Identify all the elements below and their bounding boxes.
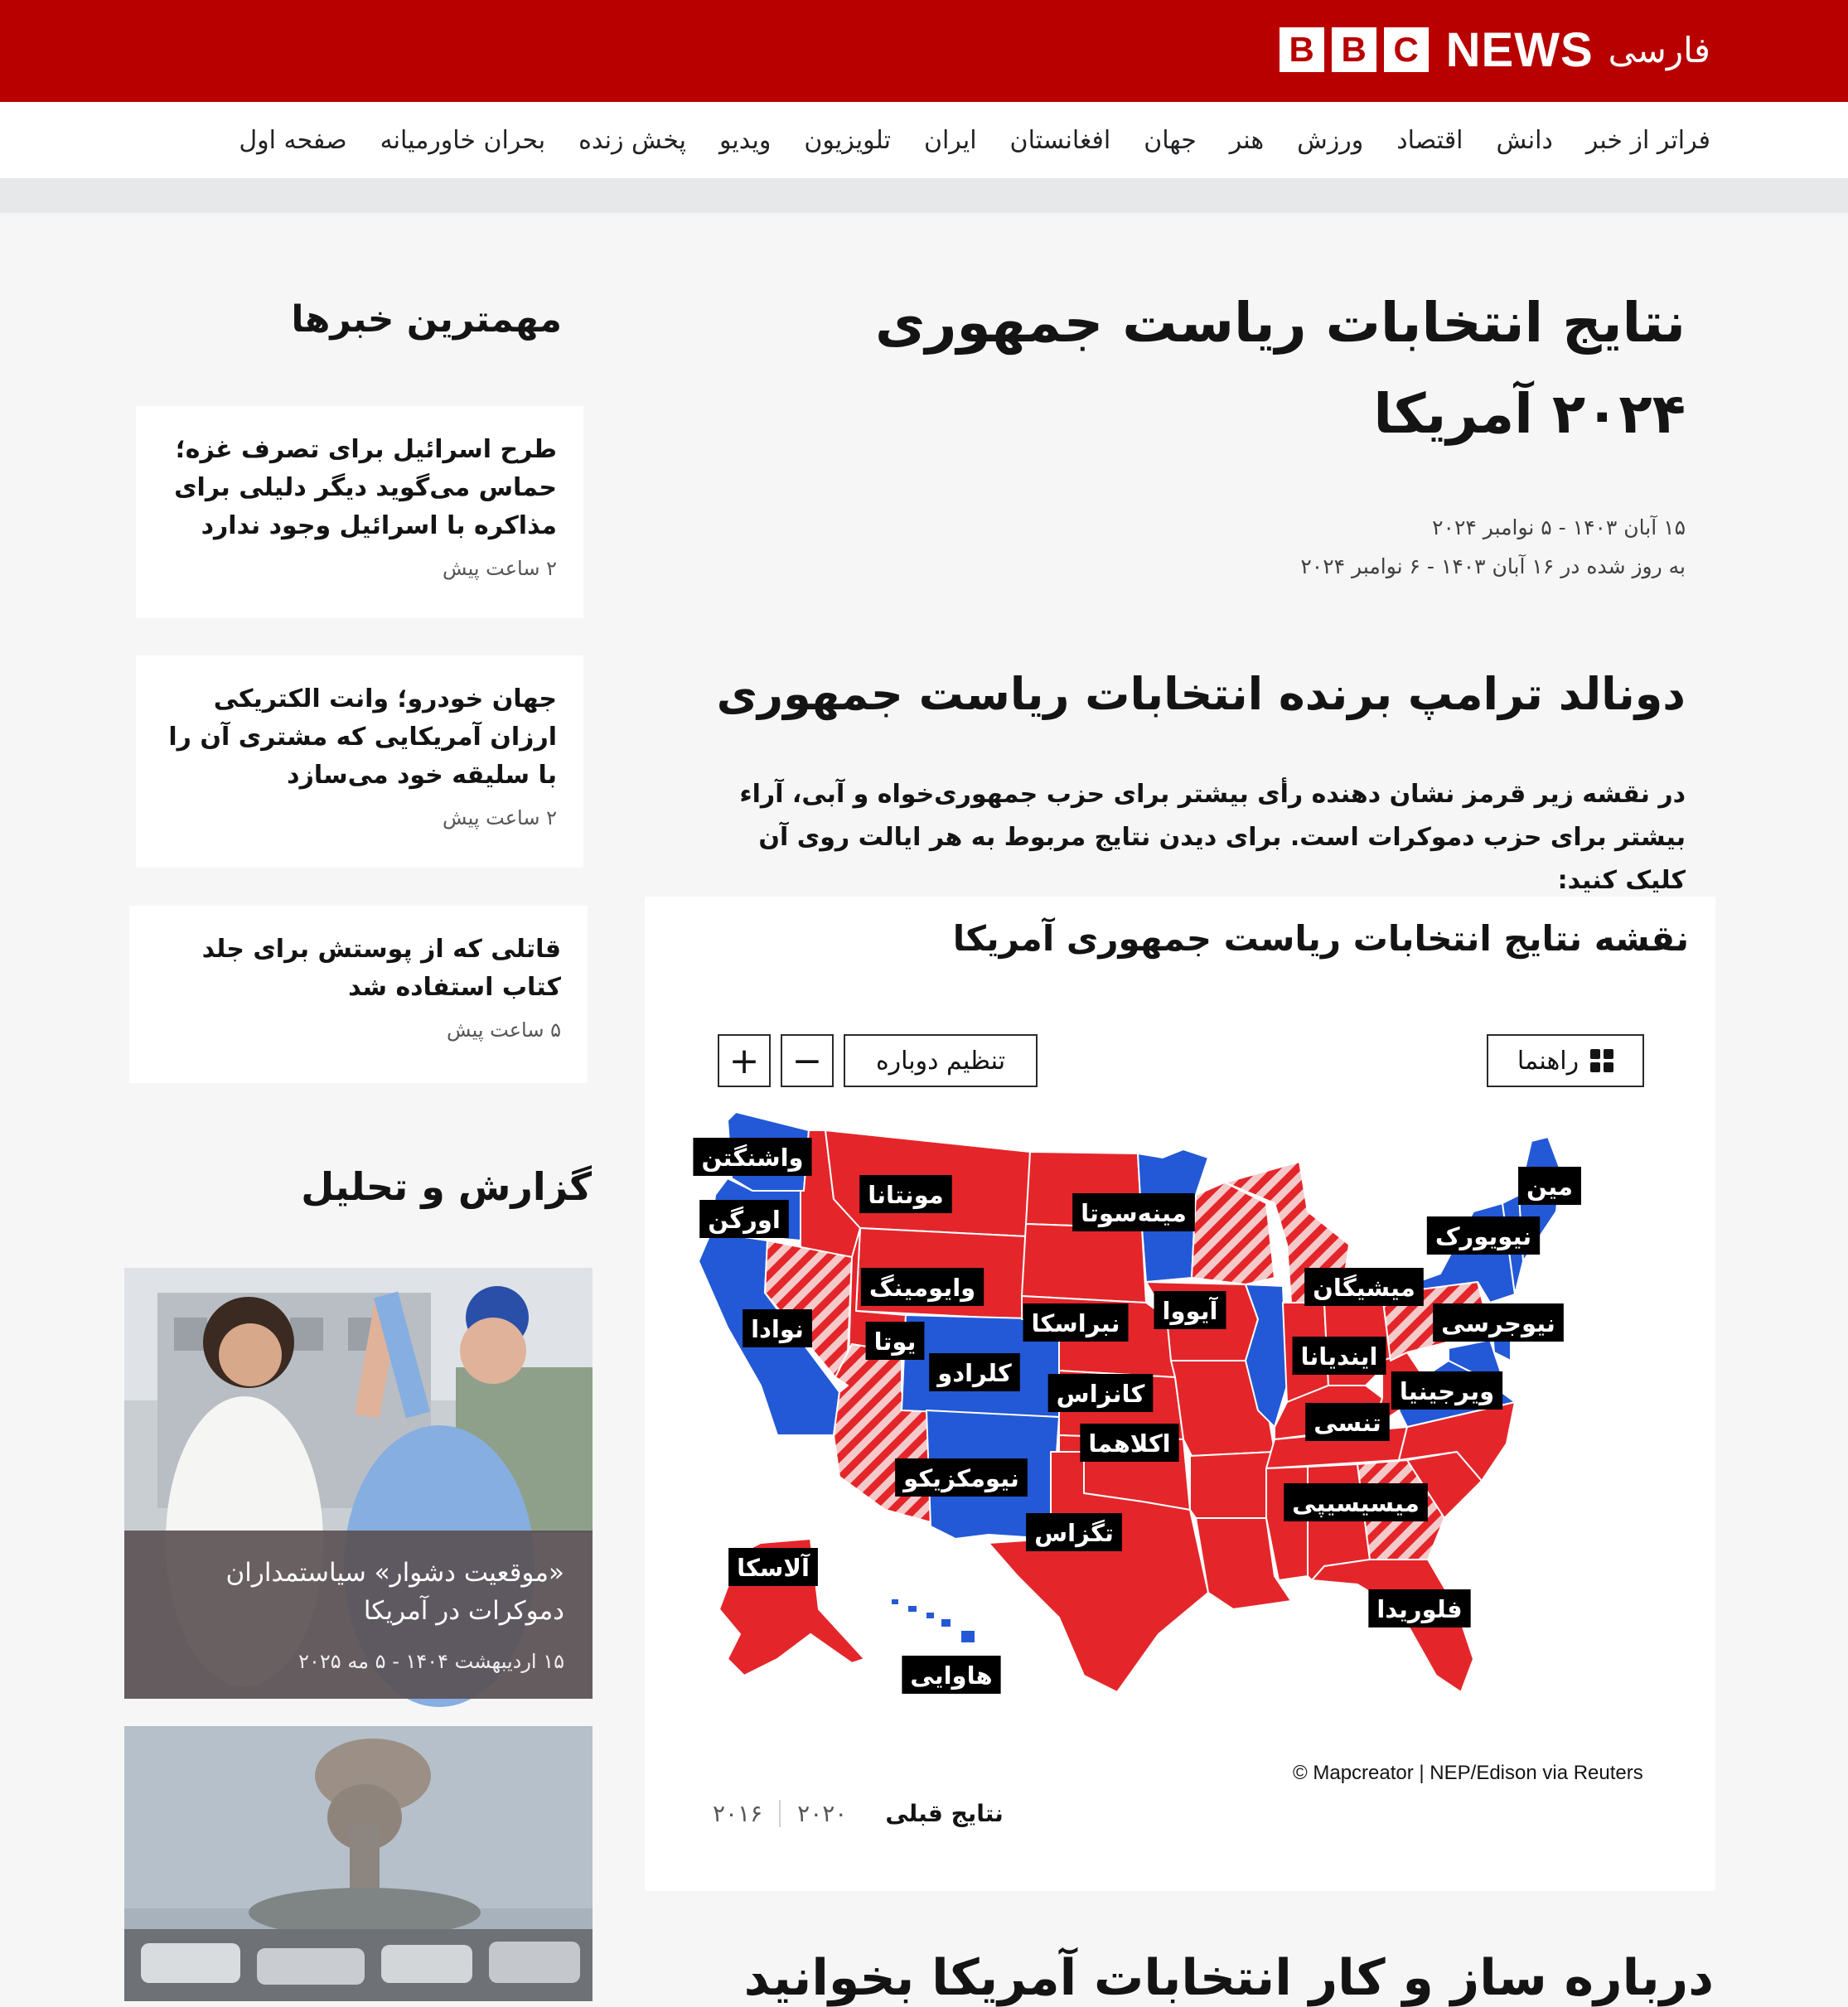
svg-text:نیومکزیکو: نیومکزیکو xyxy=(903,1464,1019,1492)
state-label-tennessee[interactable] xyxy=(1305,1403,1390,1441)
svg-text:مینه‌سوتا: مینه‌سوتا xyxy=(1081,1199,1187,1227)
svg-text:اکلاهما: اکلاهما xyxy=(1088,1429,1171,1458)
guide-button-label: راهنما xyxy=(1517,1046,1580,1076)
svg-text:نیویورک: نیویورک xyxy=(1434,1222,1532,1250)
svg-text:نیوجرسی: نیوجرسی xyxy=(1441,1309,1555,1337)
analysis-date: ۱۵ اردیبهشت ۱۴۰۴ - ۵ مه ۲۰۲۵ xyxy=(298,1650,564,1673)
svg-text:مین: مین xyxy=(1526,1173,1573,1201)
election-map-card xyxy=(645,897,1715,1891)
state-label-texas[interactable] xyxy=(1026,1513,1122,1551)
state-label-florida[interactable] xyxy=(1368,1589,1470,1627)
grid-icon xyxy=(1590,1049,1613,1072)
svg-text:کانزاس: کانزاس xyxy=(1056,1380,1145,1408)
published-date: ۱۵ آبان ۱۴۰۳ - ۵ نوامبر ۲۰۲۴ xyxy=(1432,515,1686,539)
map-credit: © Mapcreator | NEP/Edison via Reuters xyxy=(1293,1762,1643,1784)
page-title: نتایج انتخابات ریاست جمهوری ۲۰۲۴ آمریکا xyxy=(875,291,1686,446)
state-label-nebraska[interactable] xyxy=(1023,1303,1129,1342)
nav-item-middle-east-crisis[interactable]: بحران خاورمیانه xyxy=(380,125,546,155)
state-label-mississippi[interactable] xyxy=(1284,1483,1428,1521)
reset-button[interactable]: تنظیم دوباره xyxy=(844,1034,1038,1087)
zoom-out-button[interactable]: − xyxy=(781,1034,834,1087)
top-news-headline[interactable]: طرح اسرائیل برای تصرف غزه؛ حماس می‌گوید دیگر دلیلی برای مذاکره با اسرائیل وجود ندارد xyxy=(174,435,557,540)
nav-item-iran[interactable]: ایران xyxy=(923,125,977,155)
nav-item-economy[interactable]: اقتصاد xyxy=(1396,125,1463,155)
year-2020-link[interactable]: ۲۰۲۰ xyxy=(779,1800,864,1827)
svg-text:میسیسیپی: میسیسیپی xyxy=(1292,1489,1420,1517)
previous-results xyxy=(696,1800,1004,1827)
nav-item-video[interactable]: ویدیو xyxy=(718,125,772,155)
state-label-maine[interactable] xyxy=(1518,1167,1581,1205)
state-label-oklahoma[interactable] xyxy=(1080,1424,1178,1462)
svg-text:کلرادو: کلرادو xyxy=(937,1359,1012,1387)
state-label-new-mexico[interactable] xyxy=(895,1458,1028,1497)
nav-item-art[interactable]: هنر xyxy=(1229,125,1265,155)
svg-text:میشیگان: میشیگان xyxy=(1313,1274,1415,1302)
winner-heading: دونالد ترامپ برنده انتخابات ریاست جمهوری xyxy=(716,668,1686,720)
state-label-utah[interactable] xyxy=(866,1322,925,1360)
top-news-time: ۲ ساعت پیش xyxy=(443,557,557,580)
svg-text:نوادا: نوادا xyxy=(751,1315,804,1343)
us-election-map[interactable] xyxy=(694,1112,1573,1725)
top-news-heading: مهمترین خبرها xyxy=(291,298,562,341)
state-south-dakota[interactable] xyxy=(1022,1224,1146,1303)
state-arkansas[interactable] xyxy=(1190,1452,1275,1518)
intro-paragraph: در نقشه زیر قرمز نشان دهنده رأی بیشتر برای حزب جمهوری‌خواه و آبی، آراء بیشتر برای حزب دموکرات است. برای دیدن نتایج مربوط به هر ایالت روی آن کلیک کنید: xyxy=(739,780,1686,895)
svg-text:فلوریدا: فلوریدا xyxy=(1376,1595,1463,1623)
state-label-wyoming[interactable] xyxy=(861,1268,984,1306)
nav-item-sport[interactable]: ورزش xyxy=(1297,125,1364,155)
analysis-card[interactable] xyxy=(124,1726,593,2001)
analysis-photo[interactable] xyxy=(124,1726,593,2001)
state-label-iowa[interactable] xyxy=(1154,1291,1226,1329)
state-label-new-york[interactable] xyxy=(1427,1216,1540,1255)
logo-news-text: NEWS xyxy=(1445,22,1594,77)
svg-text:وایومینگ: وایومینگ xyxy=(868,1274,976,1302)
analysis-card[interactable] xyxy=(124,1268,593,1699)
svg-text:یوتا: یوتا xyxy=(873,1328,917,1356)
logo-letter-b2: B xyxy=(1332,27,1376,72)
nav-item-beyond-news[interactable]: فراتر از خبر xyxy=(1585,125,1710,155)
svg-text:تگزاس: تگزاس xyxy=(1034,1519,1114,1547)
svg-text:واشنگتن: واشنگتن xyxy=(701,1144,804,1172)
nav-item-world[interactable]: جهان xyxy=(1144,125,1197,155)
previous-results-label: نتایج قبلی xyxy=(885,1800,1004,1827)
analysis-heading: گزارش و تحلیل xyxy=(301,1164,592,1209)
top-news-headline[interactable]: جهان خودرو؛ وانت الکتریکی ارزان آمریکایی که مشتری آن را با سلیقه خود می‌سازد xyxy=(168,684,557,790)
logo-letter-c: C xyxy=(1384,27,1429,72)
svg-text:ویرجینیا: ویرجینیا xyxy=(1399,1377,1495,1405)
state-label-kansas[interactable] xyxy=(1048,1374,1154,1412)
top-news-card[interactable] xyxy=(136,406,583,618)
top-news-headline[interactable]: قاتلی که از پوستش برای جلد کتاب استفاده شد xyxy=(201,935,561,1002)
svg-text:تنسی: تنسی xyxy=(1313,1409,1381,1437)
guide-button[interactable] xyxy=(1487,1034,1644,1087)
header-divider xyxy=(0,178,1848,213)
analysis-headline[interactable]: «موقعیت دشوار» سیاستمداران دموکرات در آمریکا xyxy=(225,1558,564,1626)
svg-text:آیووا: آیووا xyxy=(1162,1297,1218,1325)
analysis-caption[interactable] xyxy=(124,1531,593,1699)
nav-item-tv[interactable]: تلویزیون xyxy=(804,125,891,155)
top-news-time: ۲ ساعت پیش xyxy=(443,806,557,829)
nav-item-afghanistan[interactable]: افغانستان xyxy=(1009,125,1111,155)
state-label-oregon[interactable] xyxy=(699,1200,789,1238)
bottom-section-heading: درباره ساز و کار انتخابات آمریکا بخوانید xyxy=(743,1949,1714,2007)
state-label-michigan[interactable] xyxy=(1304,1268,1424,1306)
svg-text:ایندیانا: ایندیانا xyxy=(1300,1342,1378,1371)
nav-item-science[interactable]: دانش xyxy=(1496,125,1553,155)
logo-letter-b1: B xyxy=(1280,27,1324,72)
year-2016-link[interactable]: ۲۰۱۶ xyxy=(713,1800,763,1827)
state-label-washington[interactable] xyxy=(693,1138,811,1176)
svg-text:هاوایی: هاوایی xyxy=(910,1661,993,1690)
site-header xyxy=(0,0,1848,102)
state-label-montana[interactable] xyxy=(859,1175,952,1213)
map-title: نقشه نتایج انتخابات ریاست جمهوری آمریکا xyxy=(952,918,1689,959)
state-label-minnesota[interactable] xyxy=(1072,1193,1195,1231)
svg-text:اورگن: اورگن xyxy=(708,1206,781,1234)
state-label-alaska[interactable] xyxy=(728,1548,818,1586)
svg-text:آلاسکا: آلاسکا xyxy=(737,1554,810,1582)
top-news-card[interactable] xyxy=(129,906,588,1083)
state-hawaii[interactable] xyxy=(892,1599,975,1642)
svg-text:نبراسکا: نبراسکا xyxy=(1031,1309,1120,1337)
nav-item-live[interactable]: پخش زنده xyxy=(578,125,686,155)
state-label-colorado[interactable] xyxy=(929,1353,1020,1391)
state-label-nevada[interactable] xyxy=(743,1309,812,1347)
nav-item-home[interactable]: صفحه اول xyxy=(239,125,347,155)
state-label-new-jersey[interactable] xyxy=(1433,1303,1564,1342)
state-label-hawaii[interactable] xyxy=(902,1656,1000,1694)
state-label-indiana[interactable] xyxy=(1293,1337,1386,1375)
top-news-time: ۵ ساعت پیش xyxy=(447,1018,561,1042)
zoom-in-button[interactable]: + xyxy=(718,1034,771,1087)
top-news-card[interactable] xyxy=(136,655,583,868)
bbc-news-logo[interactable] xyxy=(1280,23,1710,76)
updated-date: به روز شده در ۱۶ آبان ۱۴۰۳ - ۶ نوامبر ۲۰۲۴ xyxy=(1300,554,1686,578)
svg-text:مونتانا: مونتانا xyxy=(868,1181,944,1209)
logo-language-text: فارسی xyxy=(1608,29,1710,70)
state-label-virginia[interactable] xyxy=(1391,1371,1502,1410)
main-navigation xyxy=(0,102,1848,178)
